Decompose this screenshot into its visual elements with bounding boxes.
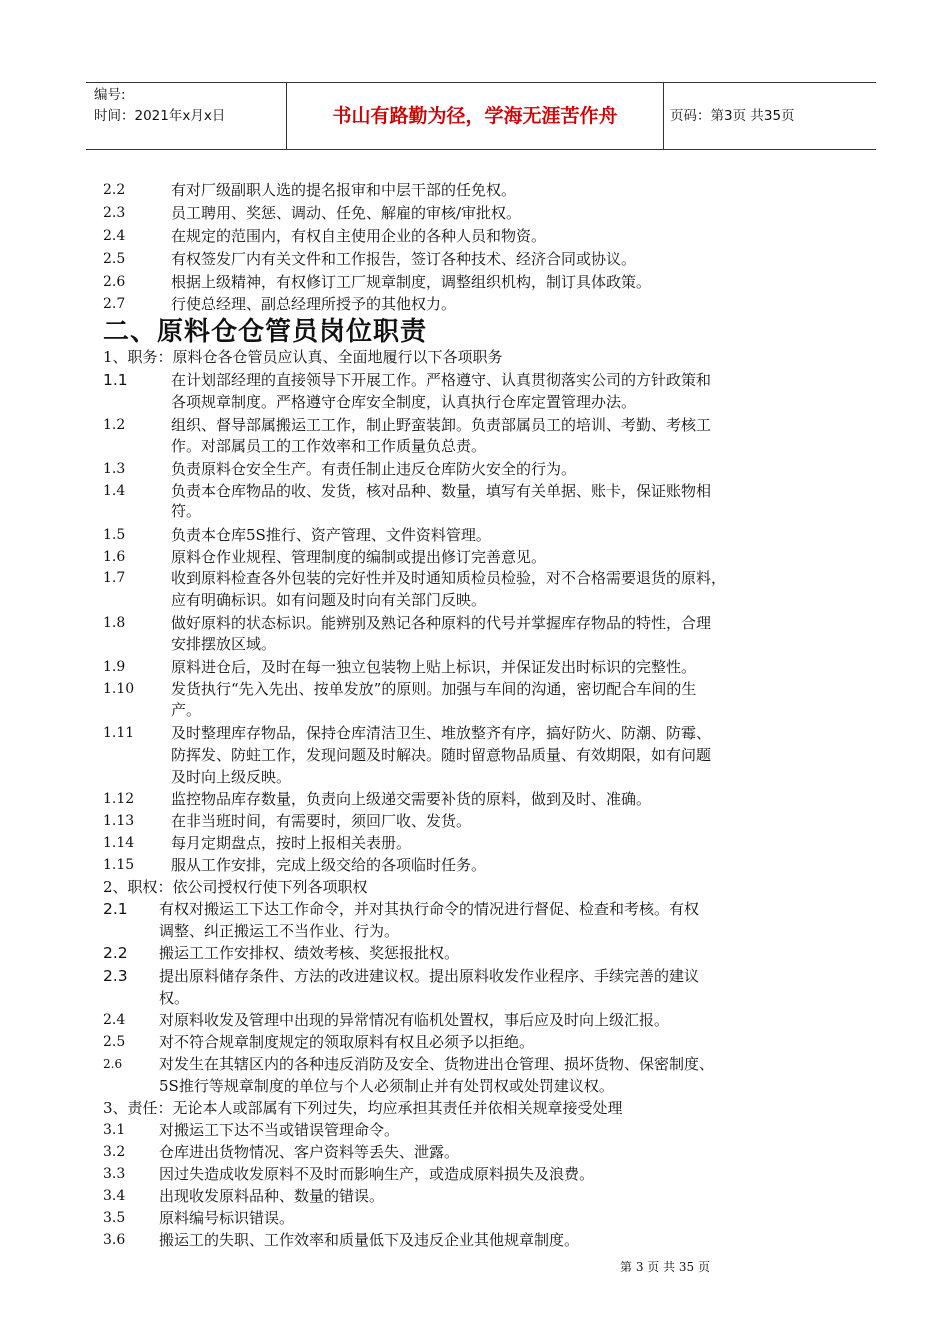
list-item-continuation: 产。 [171, 701, 202, 719]
list-item-continuation: 防挥发、防蛀工作，发现问题及时解决。随时留意物品质量、有效期限，如有问题 [171, 746, 712, 764]
list-item-continuation: 权。 [159, 989, 190, 1007]
header-meta [94, 85, 286, 127]
duties-heading: 1、职务：原料仓各仓管员应认真、全面地履行以下各项职务 [103, 348, 503, 366]
list-item-continuation: 安排摆放区域。 [171, 635, 277, 653]
powers-heading: 2、职权：依公司授权行使下列各项职权 [103, 878, 368, 896]
list-item-continuation: 符。 [171, 502, 202, 520]
section-title: 二、原料仓仓管员岗位职责 [103, 317, 428, 347]
responsibilities-heading: 3、责任：无论本人或部属有下列过失，均应承担其责任并依相关规章接受处理 [103, 1099, 623, 1117]
header-divider [663, 83, 664, 149]
list-item-continuation: 应有明确标识。如有问题及时向有关部门反映。 [171, 591, 487, 609]
document-time-label: 时间：2021年x月x日 [94, 108, 226, 124]
list-item-continuation: 调整、纠正搬运工不当作业、行为。 [159, 922, 400, 940]
header-page-info: 页码：第3页 共35页 [670, 108, 795, 124]
list-item-continuation: 5S推行等规章制度的单位与个人必须制止并有处罚权或处罚建议权。 [159, 1077, 614, 1095]
footer-page-number: 第 3 页 共 35 页 [620, 1260, 710, 1274]
page-header [86, 82, 876, 150]
document-number-label: 编号: [94, 87, 126, 103]
list-item-continuation: 各项规章制度。严格遵守仓库安全制度，认真执行仓库定置管理办法。 [171, 393, 637, 411]
list-item-continuation: 及时向上级反映。 [171, 768, 292, 786]
list-item-continuation: 作。对部属员工的工作效率和工作质量负总责。 [171, 437, 487, 455]
header-motto: 书山有路勤为径，学海无涯苦作舟 [332, 105, 618, 127]
